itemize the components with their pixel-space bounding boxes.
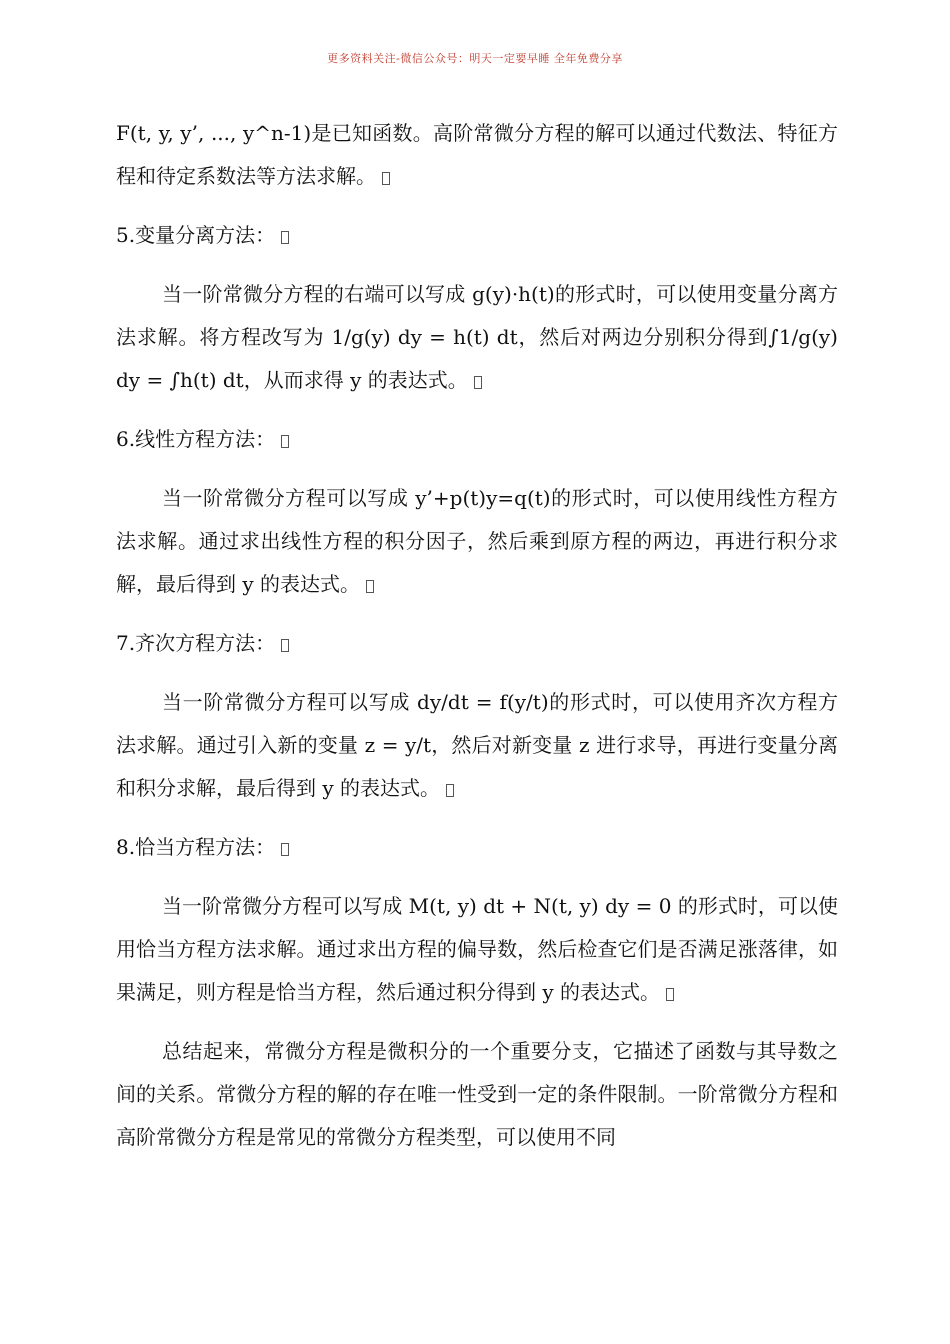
paragraph: 当一阶常微分方程的右端可以写成 g(y)·h(t)的形式时，可以使用变量分离方法求解。将方程改写为 1/g(y) dy = h(t) dt，然后对两边分别积分得到∫1/g(y) dy = ∫h(t) dt，从而求得 y 的表达式。 xyxy=(116,282,838,392)
section-heading: 5.变量分离方法： xyxy=(116,214,838,257)
paragraph: 总结起来，常微分方程是微积分的一个重要分支，它描述了函数与其导数之间的关系。常微分方程的解的存在唯一性受到一定的条件限制。一阶常微分方程和高阶常微分方程是常见的常微分方程类型，可以使用不同 xyxy=(116,1039,838,1149)
paragraph-mark-icon xyxy=(382,172,390,185)
paragraph: 当一阶常微分方程可以写成 y’+p(t)y=q(t)的形式时，可以使用线性方程方法求解。通过求出线性方程的积分因子，然后乘到原方程的两边，再进行积分求解，最后得到 y 的表达式。 xyxy=(116,486,838,596)
paragraph: 当一阶常微分方程可以写成 M(t, y) dt + N(t, y) dy = 0 的形式时，可以使用恰当方程方法求解。通过求出方程的偏导数，然后检查它们是否满足涨落律，如果满足，则方程是恰当方程，然后通过积分得到 y 的表达式。 xyxy=(116,894,838,1004)
paragraph-mark-icon xyxy=(446,784,454,797)
document-body xyxy=(116,112,838,1175)
section-heading: 7.齐次方程方法： xyxy=(116,622,838,665)
paragraph-mark-icon xyxy=(281,639,289,652)
paragraph: 当一阶常微分方程可以写成 dy/dt = f(y/t)的形式时，可以使用齐次方程方法求解。通过引入新的变量 z = y/t，然后对新变量 z 进行求导，再进行变量分离和积分求解，最后得到 y 的表达式。 xyxy=(116,690,838,800)
paragraph-mark-icon xyxy=(474,376,482,389)
paragraph-mark-icon xyxy=(666,988,674,1001)
page-header: 更多资料关注-微信公众号：明天一定要早睡 全年免费分享 xyxy=(327,52,623,65)
paragraph-mark-icon xyxy=(281,843,289,856)
section-heading: 8.恰当方程方法： xyxy=(116,826,838,869)
paragraph-mark-icon xyxy=(281,231,289,244)
paragraph-mark-icon xyxy=(366,580,374,593)
section-heading: 6.线性方程方法： xyxy=(116,418,838,461)
paragraph: F(t, y, y’, ..., y^n-1)是已知函数。高阶常微分方程的解可以通过代数法、特征方程和待定系数法等方法求解。 xyxy=(116,121,838,188)
paragraph-mark-icon xyxy=(281,435,289,448)
